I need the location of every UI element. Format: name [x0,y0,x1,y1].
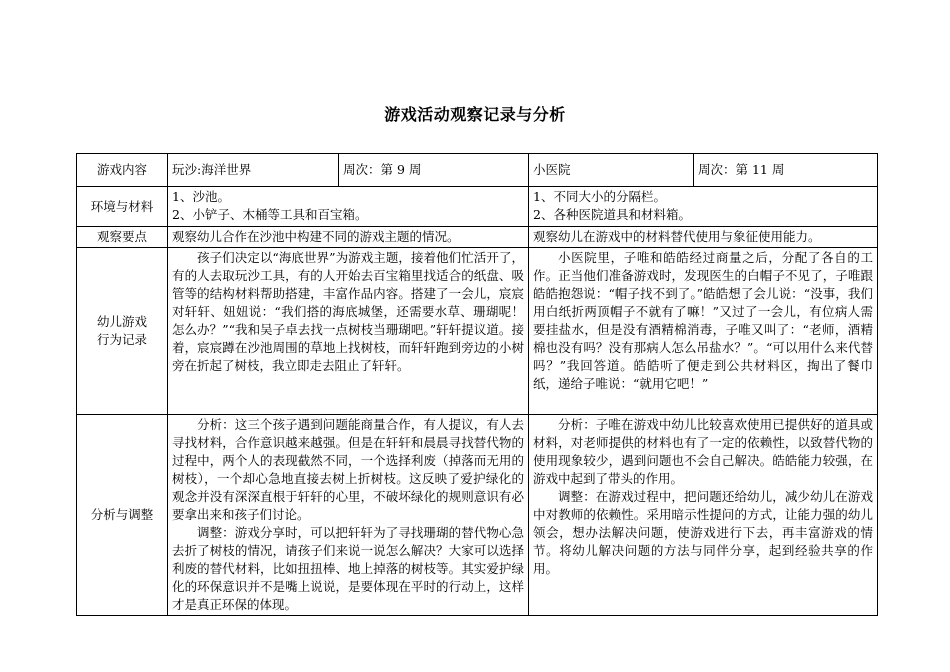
table-row-key-points [77,227,878,248]
right-key-point: 观察幼儿在游戏中的材料替代使用与象征使用能力。 [529,227,878,248]
left-behavior-text: 孩子们决定以“海底世界”为游戏主题，接着他们忙活开了，有的人去取玩沙工具，有的人开始去百宝箱里找适合的纸盘、吸管等的结构材料帮助搭建，丰富作品内容。搭建了一会儿，宸宸对轩轩、妞妞说：“我们搭的海底城堡，还需要水草、珊瑚呢！怎么办？”“我和吴子卓去找一点树枝当珊瑚吧。”轩轩提议道。接着，宸宸蹲在沙池周围的草地上找树枝，而轩轩跑到旁边的小树旁在折起了树枝，我立即走去阻止了轩轩。 [172,250,524,373]
left-week: 周次：第 9 周 [339,154,529,187]
left-analysis-text: 分析：这三个孩子遇到问题能商量合作，有人提议，有人去寻找材料，合作意识越来越强。但是在轩轩和晨晨寻找替代物的过程中，两个人的表现截然不同，一个选择利废（掉落而无用的树枝），一个却心急地直接去树上折树枝。这反映了爱护绿化的观念并没有深深直根于轩轩的心里，不破坏绿化的规则意识有必要拿出来和孩子们讨论。 [172,417,524,522]
left-material-item: 2、小铲子、木桶等工具和百宝箱。 [172,207,368,222]
row-header-game-content: 游戏内容 [77,154,168,187]
row-header-key-points: 观察要点 [77,227,168,248]
row-header-analysis: 分析与调整 [77,415,168,616]
table-row-environment [77,187,878,227]
left-material-item: 1、沙池。 [172,189,230,204]
right-analysis-cell [529,415,878,616]
right-adjust-text: 调整：在游戏过程中，把问题还给幼儿，减少幼儿在游戏中对教师的依赖性。采用暗示性提问的方式，让能力强的幼儿领会，想办法解决问题，使游戏进行下去，再丰富游戏的情节。将幼儿解决问题的方法与同伴分享，起到经验共享的作用。 [533,489,873,576]
left-game-name: 玩沙:海洋世界 [168,154,339,187]
right-behavior-record [529,248,878,415]
left-analysis-cell [168,415,529,616]
left-key-point: 观察幼儿合作在沙池中构建不同的游戏主题的情况。 [168,227,529,248]
left-adjust-text: 调整：游戏分享时，可以把轩轩为了寻找珊瑚的替代物心急去折了树枝的情况，请孩子们来说一说怎么解决？大家可以选择利废的替代材料，比如扭扭棒、地上掉落的树枝等。其实爱护绿化的环保意识并不是嘴上说说，是要体现在平时的行动上，这样才是真正环保的体现。 [172,525,524,612]
right-behavior-text: 小医院里，子唯和皓皓经过商量之后，分配了各自的工作。正当他们准备游戏时，发现医生的白帽子不见了，子唯跟皓皓抱怨说：“帽子找不到了。”皓皓想了会儿说：“没事，我们用白纸折两顶帽子不就有了嘛！”又过了一会儿，有位病人需要挂盐水，但是没有酒精棉消毒，子唯又叫了：“老师，酒精棉也没有吗？没有那病人怎么吊盐水？”。“可以用什么来代替吗？”我回答道。皓皓听了便走到公共材料区，掏出了餐巾纸，递给子唯说：“就用它吧！” [533,250,873,391]
row-header-line: 幼儿游戏 [96,314,147,329]
page-title: 游戏活动观察记录与分析 [384,105,566,124]
row-header-behavior-record [77,248,168,415]
observation-table [76,153,878,616]
right-week: 周次：第 11 周 [694,154,878,187]
table-row-analysis [77,415,878,616]
right-materials-cell [529,187,878,227]
table-row-game-content [77,154,878,187]
left-behavior-record [168,248,529,415]
row-header-environment: 环境与材料 [77,187,168,227]
row-header-line: 行为记录 [96,332,147,347]
right-material-item: 2、各种医院道具和材料箱。 [533,207,691,222]
table-row-behavior-record [77,248,878,415]
right-material-item: 1、不同大小的分隔栏。 [533,189,666,204]
right-game-name: 小医院 [529,154,694,187]
left-materials-cell [168,187,529,227]
right-analysis-text: 分析：子唯在游戏中幼儿比较喜欢使用已提供好的道具或材料，对老师提供的材料也有了一定的依赖性，以致替代物的使用现象较少，遇到问题也不会自己解决。皓皓能力较强，在游戏中起到了带头的作用。 [533,417,873,486]
